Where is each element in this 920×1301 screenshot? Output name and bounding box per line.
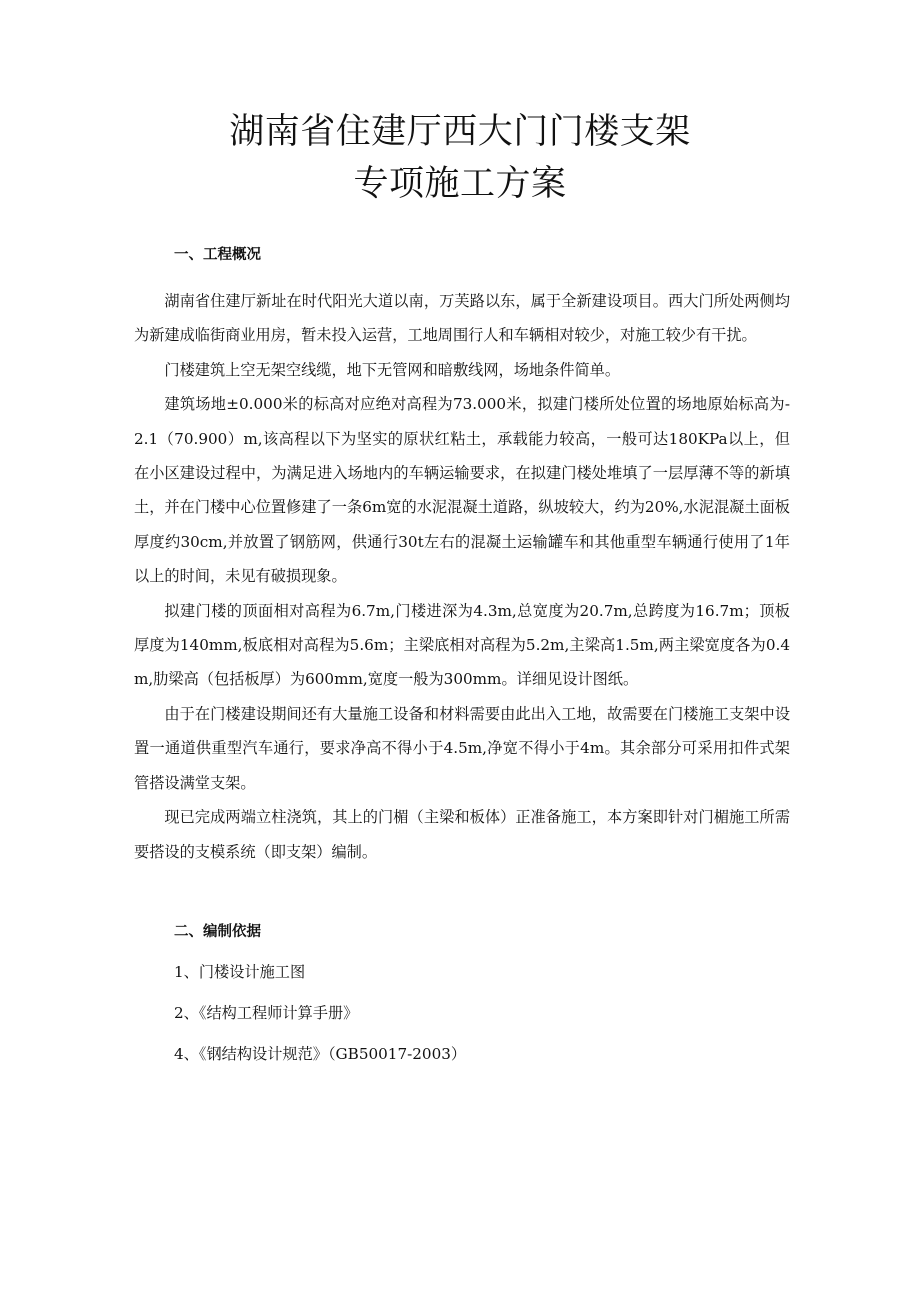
document-title [0, 106, 920, 210]
section-project-overview [134, 244, 790, 869]
title-line-1: 湖南省住建厅西大门门楼支架 [229, 112, 691, 152]
reference-item: 1、门楼设计施工图 [174, 962, 306, 981]
paragraph: 门楼建筑上空无架空线缆，地下无管网和暗敷线网，场地条件简单。 [164, 360, 621, 379]
document-body [134, 244, 790, 1084]
paragraph: 由于在门楼建设期间还有大量施工设备和材料需要由此出入工地，故需要在门楼施工支架中设置一通道供重型汽车通行，要求净高不得小于4.5m,净宽不得小于4m。其余部分可采用扣件式架管搭设满堂支架。 [134, 704, 790, 792]
paragraph: 拟建门楼的顶面相对高程为6.7m,门楼进深为4.3m,总宽度为20.7m,总跨度为16.7m；顶板厚度为140mm,板底相对高程为5.6m；主梁底相对高程为5.2m,主梁高1.5m,两主梁宽度各为0.4m,肋梁高（包括板厚）为600mm,宽度一般为300mm。详细见设计图纸。 [134, 601, 790, 689]
section-heading: 一、工程概况 [174, 247, 261, 263]
paragraph: 建筑场地±0.000米的标高对应绝对高程为73.000米，拟建门楼所处位置的场地原始标高为-2.1（70.900）m,该高程以下为坚实的原状红粘土，承载能力较高，一般可达180KPa以上，但在小区建设过程中，为满足进入场地内的车辆运输要求，在拟建门楼处堆填了一层厚薄不等的新填土，并在门楼中心位置修建了一条6m宽的水泥混凝土道路，纵坡较大，约为20%,水泥混凝土面板厚度约30cm,并放置了钢筋网，供通行30t左右的混凝土运输罐车和其他重型车辆通行使用了1年以上的时间，未见有破损现象。 [134, 395, 790, 586]
reference-item: 2、《结构工程师计算手册》 [174, 1003, 359, 1022]
section-compilation-basis [134, 921, 790, 1065]
section-heading: 二、编制依据 [174, 923, 261, 940]
reference-item: 4、《钢结构设计规范》（GB50017-2003） [174, 1044, 467, 1063]
title-line-2: 专项施工方案 [353, 164, 567, 204]
paragraph: 湖南省住建厅新址在时代阳光大道以南，万芙路以东，属于全新建设项目。西大门所处两侧均为新建成临街商业用房，暂未投入运营，工地周围行人和车辆相对较少，对施工较少有干扰。 [134, 292, 790, 345]
paragraph: 现已完成两端立柱浇筑，其上的门楣（主梁和板体）正准备施工，本方案即针对门楣施工所需要搭设的支模系统（即支架）编制。 [134, 808, 790, 861]
